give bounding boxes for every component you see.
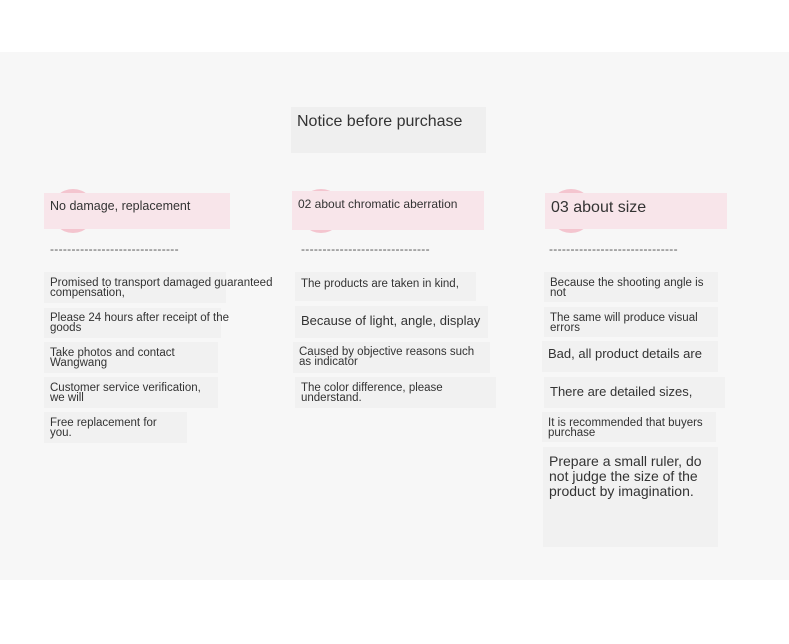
list-item: Free replacement for you.: [44, 412, 187, 443]
list-item: It is recommended that buyers purchase: [542, 412, 716, 442]
list-item: Bad, all product details are: [542, 341, 718, 372]
section-heading-size-label: 03 about size: [551, 199, 647, 216]
notice-title-box: [291, 107, 486, 153]
section-heading-chromatic: [292, 191, 484, 230]
list-item: Because the shooting angle is not: [544, 272, 718, 302]
section-heading-damage-label: No damage, replacement: [50, 199, 191, 213]
list-item: Prepare a small ruler, do not judge the size of the product by imagination.: [543, 447, 718, 547]
divider-3: ------------------------------: [549, 242, 678, 256]
divider-1: ------------------------------: [50, 242, 179, 256]
list-item: Promised to transport damaged guaranteed compensation,: [44, 272, 226, 303]
list-item: The products are taken in kind,: [295, 272, 476, 301]
list-item: Caused by objective reasons such as indicator: [293, 342, 490, 373]
section-heading-chromatic-label: 02 about chromatic aberration: [298, 197, 458, 211]
list-item: Customer service verification, we will: [44, 377, 218, 408]
list-item: The color difference, please understand.: [295, 377, 496, 408]
list-item: There are detailed sizes,: [544, 377, 725, 408]
section-heading-size: [545, 193, 727, 229]
section-heading-damage: [44, 193, 230, 229]
page-title: Notice before purchase: [297, 113, 463, 130]
list-item: Take photos and contact Wangwang: [44, 342, 218, 373]
list-item: Because of light, angle, display: [295, 306, 488, 338]
list-item: The same will produce visual errors: [544, 307, 718, 337]
list-item: Please 24 hours after receipt of the goods: [44, 308, 221, 338]
divider-2: ------------------------------: [301, 242, 430, 256]
